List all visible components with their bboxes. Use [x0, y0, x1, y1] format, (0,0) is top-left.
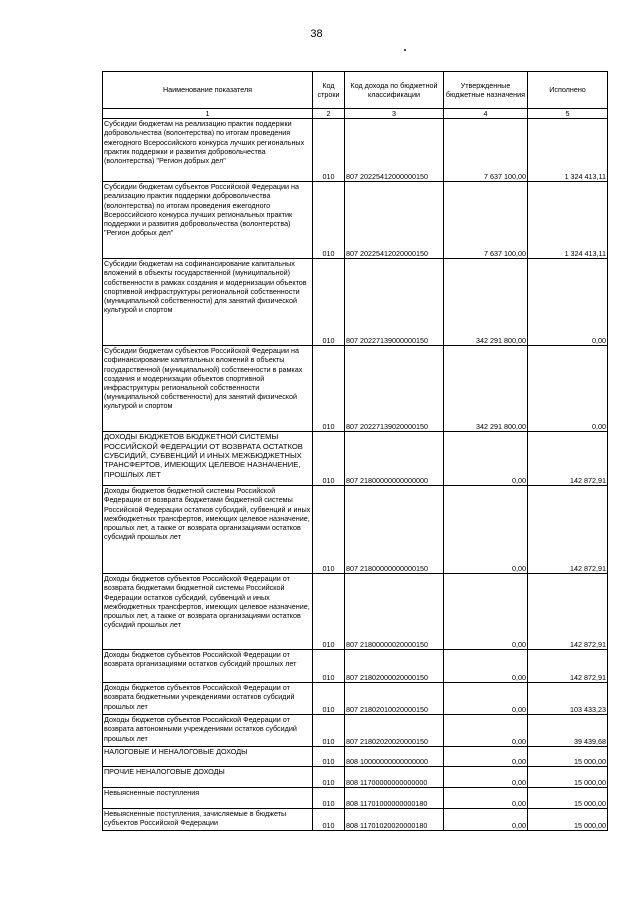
scan-dot [404, 49, 406, 51]
column-number: 3 [345, 109, 444, 119]
row-name: Невыясненные поступления [103, 788, 313, 809]
row-approved: 0,00 [444, 683, 528, 715]
row-executed: 1 324 413,11 [528, 119, 608, 182]
row-name: Доходы бюджетов бюджетной системы Российской Федерации от возврата бюджетами бюджетной системы Российской Федерации остатков субсидий, субвенций и иных межбюджетных трансфертов, имеющих целевое назначение, прошлых лет, а также от возврата организациями остатков субсидий прошлых лет [103, 486, 313, 574]
row-income-code: 807 21802020020000150 [345, 715, 444, 747]
table-row [103, 683, 608, 715]
table-row [103, 346, 608, 432]
row-name: Невыясненные поступления, зачисляемые в бюджеты субъектов Российской Федерации [103, 809, 313, 831]
row-name: НАЛОГОВЫЕ И НЕНАЛОГОВЫЕ ДОХОДЫ [103, 747, 313, 767]
header-income-code: Код дохода по бюджетной классификации [345, 72, 444, 109]
row-approved: 7 637 100,00 [444, 119, 528, 182]
row-code: 010 [313, 432, 345, 486]
row-code: 010 [313, 683, 345, 715]
row-executed: 142 872,91 [528, 432, 608, 486]
row-approved: 0,00 [444, 486, 528, 574]
column-number: 4 [444, 109, 528, 119]
header-approved: Утвержденные бюджетные назначения [444, 72, 528, 109]
table-row [103, 432, 608, 486]
row-name: Доходы бюджетов субъектов Российской Федерации от возврата автономными учреждениями остатков субсидий прошлых лет [103, 715, 313, 747]
row-executed: 103 433,23 [528, 683, 608, 715]
row-approved: 0,00 [444, 574, 528, 650]
row-code: 010 [313, 788, 345, 809]
row-code: 010 [313, 119, 345, 182]
table-row [103, 715, 608, 747]
row-name: Субсидии бюджетам субъектов Российской Федерации на реализацию практик поддержки добровольчества (волонтерства) по итогам проведения ежегодного Всероссийского конкурса лучших региональных практик поддержки и развития добровольчества (волонтерства) "Регион добрых дел" [103, 182, 313, 259]
row-income-code: 807 20225412020000150 [345, 182, 444, 259]
row-executed: 15 000,00 [528, 747, 608, 767]
row-executed: 0,00 [528, 259, 608, 346]
row-income-code: 808 11701020020000180 [345, 809, 444, 831]
page-number: 38 [310, 28, 323, 40]
row-code: 010 [313, 574, 345, 650]
row-code: 010 [313, 182, 345, 259]
row-code: 010 [313, 486, 345, 574]
table-row [103, 788, 608, 809]
row-approved: 7 637 100,00 [444, 182, 528, 259]
revenue-table [102, 71, 608, 831]
row-name: ПРОЧИЕ НЕНАЛОГОВЫЕ ДОХОДЫ [103, 767, 313, 788]
table-row [103, 574, 608, 650]
row-approved: 0,00 [444, 788, 528, 809]
column-number-row [103, 109, 608, 119]
row-approved: 342 291 800,00 [444, 346, 528, 432]
row-name: Субсидии бюджетам на реализацию практик поддержки добровольчества (волонтерства) по итогам проведения ежегодного Всероссийского конкурса лучших региональных практик поддержки и развития добровольчества (волонтерства) "Регион добрых дел" [103, 119, 313, 182]
row-executed: 15 000,00 [528, 767, 608, 788]
row-code: 010 [313, 747, 345, 767]
row-income-code: 807 20227139000000150 [345, 259, 444, 346]
row-approved: 0,00 [444, 809, 528, 831]
row-executed: 142 872,91 [528, 574, 608, 650]
column-number: 5 [528, 109, 608, 119]
row-income-code: 807 21802000020000150 [345, 650, 444, 683]
row-name: Доходы бюджетов субъектов Российской Федерации от возврата бюджетными учреждениями остатков субсидий прошлых лет [103, 683, 313, 715]
table-row [103, 747, 608, 767]
header-indicator-name: Наименование показателя [103, 72, 313, 109]
row-income-code: 808 11701000000000180 [345, 788, 444, 809]
row-name: ДОХОДЫ БЮДЖЕТОВ БЮДЖЕТНОЙ СИСТЕМЫ РОССИЙСКОЙ ФЕДЕРАЦИИ ОТ ВОЗВРАТА ОСТАТКОВ СУБСИДИЙ, СУБВЕНЦИЙ И ИНЫХ МЕЖБЮДЖЕТНЫХ ТРАНСФЕРТОВ, ИМЕЮЩИХ ЦЕЛЕВОЕ НАЗНАЧЕНИЕ, ПРОШЛЫХ ЛЕТ [103, 432, 313, 486]
row-name: Доходы бюджетов субъектов Российской Федерации от возврата бюджетами бюджетной системы Российской Федерации остатков субсидий, субвенций и иных межбюджетных трансфертов, имеющих целевое назначение, прошлых лет, а также от возврата организациями остатков субсидий прошлых лет [103, 574, 313, 650]
table-row [103, 119, 608, 182]
table-row [103, 259, 608, 346]
table-row [103, 182, 608, 259]
row-code: 010 [313, 650, 345, 683]
row-approved: 0,00 [444, 767, 528, 788]
row-code: 010 [313, 809, 345, 831]
row-approved: 0,00 [444, 715, 528, 747]
row-executed: 39 439,68 [528, 715, 608, 747]
table-row [103, 486, 608, 574]
column-number: 2 [313, 109, 345, 119]
row-income-code: 808 10000000000000000 [345, 747, 444, 767]
row-name: Субсидии бюджетам на софинансирование капитальных вложений в объекты государственной (муниципальной) собственности в рамках создания и модернизации объектов спортивной инфраструктуры региональной собственности (муниципальной собственности) для занятий физической культурой и спортом [103, 259, 313, 346]
column-number: 1 [103, 109, 313, 119]
header-row [103, 72, 608, 109]
row-income-code: 807 21802010020000150 [345, 683, 444, 715]
row-income-code: 807 20227139020000150 [345, 346, 444, 432]
row-executed: 15 000,00 [528, 809, 608, 831]
row-income-code: 807 21800000000000000 [345, 432, 444, 486]
row-executed: 0,00 [528, 346, 608, 432]
table-row [103, 767, 608, 788]
row-income-code: 807 21800000000000150 [345, 486, 444, 574]
row-name: Субсидии бюджетам субъектов Российской Федерации на софинансирование капитальных вложений в объекты государственной (муниципальной) собственности в рамках создания и модернизации объектов спортивной инфраструктуры региональной собственности (муниципальной собственности) для занятий физической культурой и спортом [103, 346, 313, 432]
table-row [103, 650, 608, 683]
row-code: 010 [313, 715, 345, 747]
row-income-code: 807 20225412000000150 [345, 119, 444, 182]
row-approved: 0,00 [444, 747, 528, 767]
row-code: 010 [313, 259, 345, 346]
row-executed: 1 324 413,11 [528, 182, 608, 259]
row-executed: 142 872,91 [528, 486, 608, 574]
row-code: 010 [313, 767, 345, 788]
header-line-code: Код строки [313, 72, 345, 109]
row-executed: 142 872,91 [528, 650, 608, 683]
row-approved: 0,00 [444, 650, 528, 683]
row-income-code: 807 21800000020000150 [345, 574, 444, 650]
row-income-code: 808 11700000000000000 [345, 767, 444, 788]
row-approved: 0,00 [444, 432, 528, 486]
table-row [103, 809, 608, 831]
row-approved: 342 291 800,00 [444, 259, 528, 346]
row-code: 010 [313, 346, 345, 432]
row-name: Доходы бюджетов субъектов Российской Федерации от возврата организациями остатков субсидий прошлых лет [103, 650, 313, 683]
header-executed: Исполнено [528, 72, 608, 109]
row-executed: 15 000,00 [528, 788, 608, 809]
